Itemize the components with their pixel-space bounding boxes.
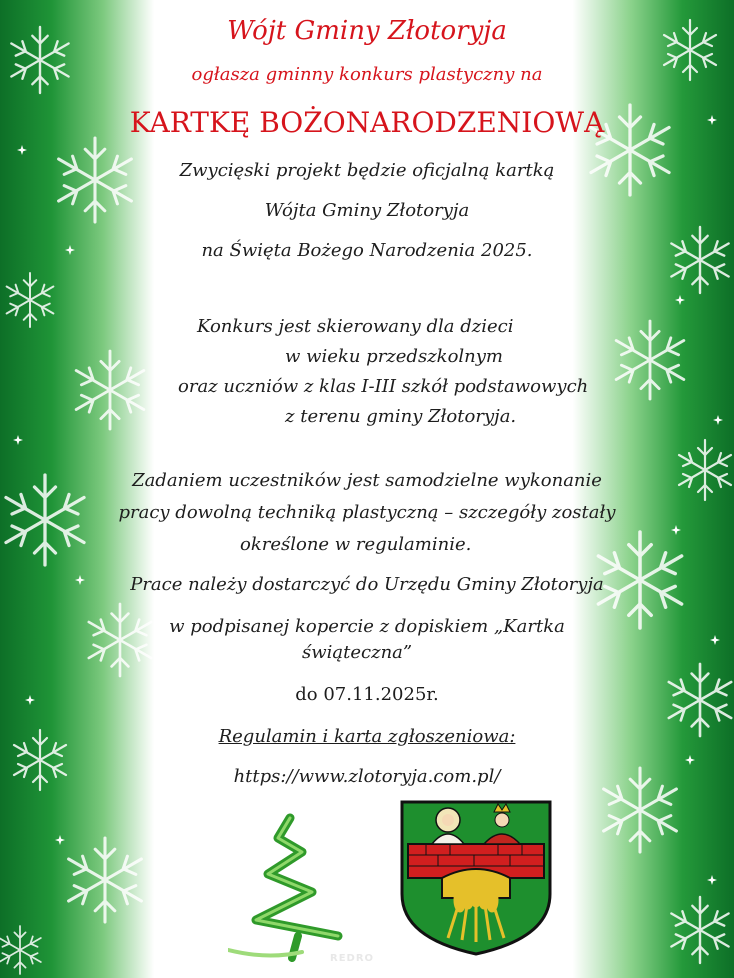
winning-line-1: Zwycięski projekt będzie oficjalną kartką xyxy=(179,160,555,181)
task-line-2: pracy dowolną techniką plastyczną – szczegóły zostały xyxy=(118,502,616,523)
announcement-line: ogłasza gminny konkurs plastyczny na xyxy=(191,64,543,85)
deadline: do 07.11.2025r. xyxy=(295,684,439,705)
rules-label: Regulamin i karta zgłoszeniowa: xyxy=(218,726,516,747)
rules-url[interactable]: https://www.zlotoryja.com.pl/ xyxy=(233,766,501,787)
christmas-tree-icon xyxy=(228,812,368,962)
audience-line-1: Konkurs jest skierowany dla dzieci xyxy=(197,316,514,337)
delivery-line-3: świąteczna” xyxy=(302,642,413,663)
delivery-line-1: Prace należy dostarczyć do Urzędu Gminy Złotoryja xyxy=(130,574,604,595)
audience-line-4: z terenu gminy Złotoryja. xyxy=(285,406,517,427)
task-line-1: Zadaniem uczestników jest samodzielne wykonanie xyxy=(132,470,602,491)
task-line-3: określone w regulaminie. xyxy=(240,534,472,555)
authority-title: Wójt Gminy Złotoryja xyxy=(227,16,507,46)
coat-of-arms-icon xyxy=(398,798,554,958)
watermark: REDRO xyxy=(330,953,375,964)
contest-title: KARTKĘ BOŻONARODZENIOWĄ xyxy=(129,106,605,139)
winning-line-2: Wójta Gminy Złotoryja xyxy=(264,200,470,221)
delivery-line-2: w podpisanej kopercie z dopiskiem „Kartka xyxy=(169,616,565,637)
winning-line-3: na Święta Bożego Narodzenia 2025. xyxy=(201,240,533,261)
audience-line-3: oraz uczniów z klas I-III szkół podstawowych xyxy=(178,376,589,397)
audience-line-2: w wieku przedszkolnym xyxy=(285,346,504,367)
